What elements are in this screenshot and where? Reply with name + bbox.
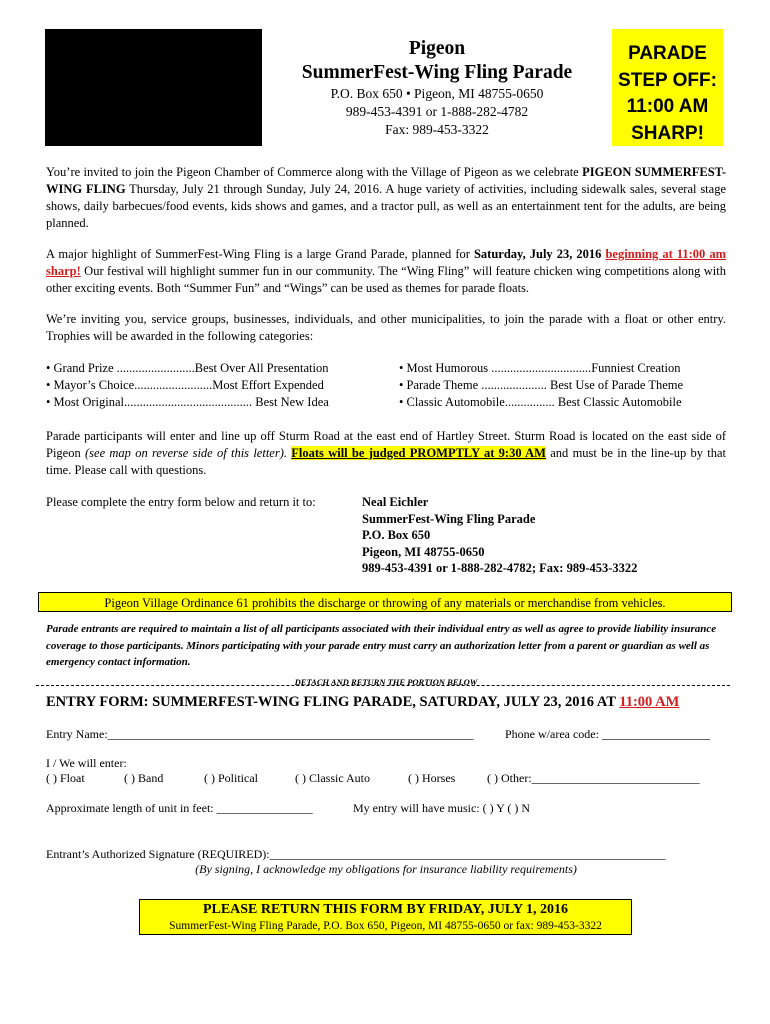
ordinance-notice: Pigeon Village Ordinance 61 prohibits the discharge or throwing of any materials or merchandise from vehicles.: [38, 592, 732, 612]
return-label: Please complete the entry form below and return it to:: [46, 495, 316, 509]
return-deadline-title: PLEASE RETURN THIS FORM BY FRIDAY, JULY 1, 2016: [202, 902, 569, 917]
return-deadline-address: SummerFest-Wing Fling Parade, P.O. Box 650, Pigeon, MI 48755-0650 or fax: 989-453-3322: [169, 920, 602, 932]
insurance-notice: Parade entrants are required to maintain a list of all participants associated with their individual entry as well as agree to provide liability insurance coverage to those participants. Minors participating with your parade entry must carry an authorization letter from a parent or guardian as well as emergency contact information.: [46, 623, 717, 668]
form-title: [46, 692, 736, 712]
intro-event-name: PIGEON SUMMERFEST-WING FLING: [46, 165, 726, 196]
step-off-callout: [612, 29, 723, 146]
header-address: P.O. Box 650 • Pigeon, MI 48755-0650: [330, 86, 544, 101]
lineup-text-rest: and must be in the line-up by that time. Please call with questions.: [46, 446, 726, 477]
logo-block: [45, 29, 262, 146]
option-horses-checkbox[interactable]: ( ) Horses: [408, 771, 456, 785]
title-line2: SummerFest-Wing Fling Parade: [301, 62, 573, 83]
address-line: P.O. Box 650: [362, 528, 431, 543]
detach-label: DETACH AND RETURN THE PORTION BELOW: [294, 677, 478, 687]
letterhead: [262, 37, 612, 139]
highlight-text: A major highlight of SummerFest-Wing Fling is a large Grand Parade, planned for: [46, 247, 474, 261]
lineup-paragraph: [46, 428, 726, 479]
signature-field[interactable]: Entrant’s Authorized Signature (REQUIRED):__________________________________________________________________: [46, 847, 666, 861]
entry-name-field[interactable]: Entry Name:_____________________________________________________________: [46, 727, 474, 741]
intro-text: You’re invited to join the Pigeon Chamber of Commerce along with the Village of Pigeon as we celebrate: [46, 165, 583, 179]
intro-paragraph: [46, 164, 726, 232]
map-reference: (see map on reverse side of this letter).: [85, 446, 287, 460]
option-float-checkbox[interactable]: ( ) Float: [46, 771, 85, 785]
category-item: • Grand Prize .........................Best Over All Presentation: [46, 361, 329, 375]
categories-left: [46, 360, 329, 411]
parade-date: Saturday, July 23, 2016: [473, 247, 602, 261]
header-fax: Fax: 989-453-3322: [385, 122, 489, 137]
address-line: Neal Eichler: [362, 495, 429, 509]
address-line: Pigeon, MI 48755-0650: [362, 544, 485, 559]
option-political-checkbox[interactable]: ( ) Political: [204, 771, 258, 785]
length-field[interactable]: Approximate length of unit in feet: ________________: [46, 801, 313, 815]
step-off-line: PARADE: [628, 43, 707, 64]
form-title-time: 11:00 AM: [619, 694, 680, 710]
category-item: • Parade Theme ..................... Best Use of Parade Theme: [399, 378, 684, 392]
step-off-line: STEP OFF:: [618, 69, 717, 91]
category-item: • Most Original......................................... Best New Idea: [46, 395, 329, 409]
title-line1: Pigeon: [408, 38, 466, 59]
step-off-line: 11:00 AM: [626, 96, 709, 117]
category-item: • Most Humorous ................................Funniest Creation: [399, 361, 681, 375]
highlight-paragraph: [46, 246, 726, 297]
address-line: 989-453-4391 or 1-888-282-4782; Fax: 989-453-3322: [362, 561, 638, 576]
we-will-enter-label: I / We will enter:: [46, 756, 127, 770]
form-title-text: ENTRY FORM: SUMMERFEST-WING FLING PARADE, SATURDAY, JULY 23, 2016 AT: [46, 694, 620, 710]
lineup-text: Parade participants will enter and line up off Sturm Road at the east end of Hartley Street. Sturm Road is located on the east side of Pigeon: [46, 429, 726, 460]
detach-line: [36, 685, 730, 686]
intro-text-rest: Thursday, July 21 through Sunday, July 24, 2016. A huge variety of activities, including sidewalk sales, several stage shows, daily barbecues/food events, kids shows and games, and a tractor pull, as well as an entertainment tent for the adults, are being planned.: [46, 182, 727, 230]
category-item: • Classic Automobile................ Best Classic Automobile: [399, 395, 682, 409]
categories-right: [399, 360, 683, 411]
option-classic-auto-checkbox[interactable]: ( ) Classic Auto: [295, 771, 370, 785]
header-phones: 989-453-4391 or 1-888-282-4782: [345, 104, 529, 119]
phone-field[interactable]: Phone w/area code: __________________: [505, 727, 710, 741]
address-line: SummerFest-Wing Fling Parade: [362, 511, 536, 526]
judging-time: Floats will be judged PROMPTLY at 9:30 AM: [291, 446, 546, 460]
music-choice[interactable]: My entry will have music: ( ) Y ( ) N: [353, 801, 531, 815]
category-item: • Mayor’s Choice.........................Most Effort Expended: [46, 378, 324, 392]
return-address: [362, 494, 637, 577]
option-band-checkbox[interactable]: ( ) Band: [124, 771, 164, 785]
parade-start-time: beginning at 11:00 am sharp!: [46, 247, 726, 278]
option-other-field[interactable]: ( ) Other:____________________________: [487, 771, 700, 785]
step-off-line: SHARP!: [631, 122, 704, 144]
invite-paragraph: We’re inviting you, service groups, businesses, individuals, and other municipalities, to join the parade with a float or other entry. Trophies will be awarded in the following categories:: [46, 312, 726, 343]
highlight-text-rest: Our festival will highlight summer fun in our community. The “Wing Fling” will feature chicken wing competitions along with other exciting events. Both “Summer Fun” and “Wings” can be used as themes for parade floats.: [46, 264, 726, 295]
return-deadline-box: [139, 899, 632, 935]
signature-note: (By signing, I acknowledge my obligations for insurance liability requirements): [195, 862, 577, 876]
